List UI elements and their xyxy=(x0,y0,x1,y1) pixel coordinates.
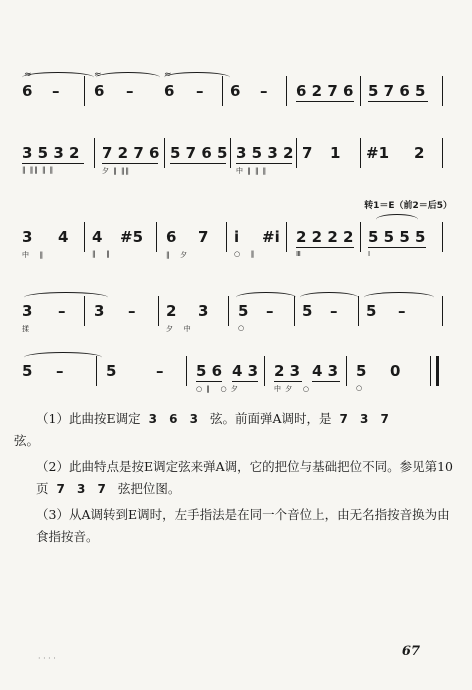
footnote-2 xyxy=(14,456,454,500)
note: 7 xyxy=(302,144,313,162)
note: – xyxy=(260,82,268,100)
bar-line xyxy=(230,138,231,168)
note: 2 xyxy=(414,144,425,162)
footnote-text: （1）此曲按E调定 xyxy=(36,411,141,426)
bar-line xyxy=(442,138,443,168)
note: 2 3 xyxy=(274,362,301,380)
footnote-1 xyxy=(14,408,454,430)
note: – xyxy=(196,82,204,100)
note: – xyxy=(126,82,134,100)
note: – xyxy=(330,302,338,320)
bar-line xyxy=(96,356,97,386)
footnotes xyxy=(14,408,454,548)
bar-line xyxy=(286,76,287,106)
note: 6 xyxy=(94,82,105,100)
note: 2 xyxy=(166,302,177,320)
page-number: 67 xyxy=(401,644,420,659)
bar-line xyxy=(360,76,361,106)
bar-line xyxy=(294,296,295,326)
note: 5 xyxy=(22,362,33,380)
note: – xyxy=(156,362,164,380)
note: 6 2 7 6 xyxy=(296,82,354,100)
note: 5 6 xyxy=(196,362,223,380)
note: 5 7 6 5 xyxy=(170,144,228,162)
bar-line xyxy=(346,356,347,386)
note: – xyxy=(398,302,406,320)
bar-line xyxy=(156,222,157,252)
note: 5 xyxy=(366,302,377,320)
bar-line xyxy=(158,296,159,326)
note: – xyxy=(56,362,64,380)
note: – xyxy=(58,302,66,320)
note: #i xyxy=(262,228,280,246)
note: 4 3 xyxy=(232,362,259,380)
note: 3 xyxy=(94,302,105,320)
bar-line xyxy=(296,138,297,168)
note: 6 xyxy=(22,82,33,100)
page-smudge: · · · · xyxy=(38,654,56,663)
bar-line xyxy=(84,296,85,326)
bar-line xyxy=(360,222,361,252)
bar-line xyxy=(226,222,227,252)
tuning-numbers: 7 3 7 xyxy=(339,412,393,426)
final-bar-line xyxy=(436,356,439,386)
note: 5 xyxy=(238,302,249,320)
note: 3 xyxy=(22,302,33,320)
bar-line xyxy=(84,222,85,252)
note: 3 xyxy=(22,228,33,246)
footnote-1-tail: 弦。 xyxy=(14,433,40,448)
footnote-text: 弦把位图。 xyxy=(117,481,181,496)
note: – xyxy=(266,302,274,320)
score-row-5: 5 – 5 – 5 6 4 3 2 3 4 3 5 0 ○ ‖ ○ 夕 中 夕 ○ ○ xyxy=(18,346,448,386)
bar-line xyxy=(442,76,443,106)
note: 6 xyxy=(164,82,175,100)
note: 0 xyxy=(390,362,401,380)
score-row-4: 3 – 3 – 2 3 5 – 5 – 5 – 揉 夕 中 ○ xyxy=(18,286,448,326)
bar-line xyxy=(430,356,431,386)
bar-line xyxy=(360,138,361,168)
note: 4 xyxy=(58,228,69,246)
note: #1 xyxy=(366,144,390,162)
footnote-3: （3）从A调转到E调时，左手指法是在同一个音位上，由无名指按音换为由食指按音。 xyxy=(36,507,450,544)
bar-line xyxy=(222,76,223,106)
note: 1 xyxy=(330,144,341,162)
note: 3 5 3 2 xyxy=(236,144,294,162)
note: – xyxy=(52,82,60,100)
bar-line xyxy=(286,222,287,252)
bar-line xyxy=(358,296,359,326)
bar-line xyxy=(442,296,443,326)
bar-line xyxy=(84,76,85,106)
note: 5 5 5 5 xyxy=(368,228,426,246)
bar-line xyxy=(442,222,443,252)
note: 5 xyxy=(356,362,367,380)
note: 6 xyxy=(230,82,241,100)
note: #5 xyxy=(120,228,144,246)
tuning-numbers: 7 3 7 xyxy=(56,482,110,496)
note: 7 xyxy=(198,228,209,246)
note: 5 xyxy=(106,362,117,380)
bar-line xyxy=(228,296,229,326)
note: i xyxy=(234,228,240,246)
note: – xyxy=(128,302,136,320)
note: 2 2 2 2 xyxy=(296,228,354,246)
note: 4 3 xyxy=(312,362,339,380)
bar-line xyxy=(94,138,95,168)
bar-line xyxy=(164,138,165,168)
score-row-2: 3 5 3 2 7 2 7 6 5 7 6 5 3 5 3 2 7 1 #1 2 ‖ ‖‖ ‖ ‖ 夕 ‖ ‖‖ 中 ‖ ‖ ‖ xyxy=(18,128,448,168)
note: 3 xyxy=(198,302,209,320)
note: 5 7 6 5 xyxy=(368,82,426,100)
footnote-text: （2）此曲特点是按E调定弦来弹A调，它的把位与基础把位不同。参见第10页 xyxy=(36,459,454,496)
score-row-3: 3 4 4 #5 6 7 i #i 2 2 2 2 5 5 5 5 中 ‖ ‖ ‖ ‖ 夕 ○ ‖ Ⅲ Ⅰ xyxy=(18,212,448,252)
bar-line xyxy=(186,356,187,386)
note: 5 xyxy=(302,302,313,320)
footnote-text: 弦。前面弹A调时，是 xyxy=(209,411,332,426)
bar-line xyxy=(264,356,265,386)
note: 6 xyxy=(166,228,177,246)
tuning-numbers: 3 6 3 xyxy=(148,412,202,426)
note: 7 2 7 6 xyxy=(102,144,160,162)
score-row-1: ≈ ≈ ≈ 6 – 6 – 6 – 6 – 6 2 7 6 5 7 6 5 xyxy=(18,66,448,106)
note: 3 5 3 2 xyxy=(22,144,80,162)
key-change-label: 转1＝E（前2＝后5） xyxy=(364,201,452,211)
note: 4 xyxy=(92,228,103,246)
